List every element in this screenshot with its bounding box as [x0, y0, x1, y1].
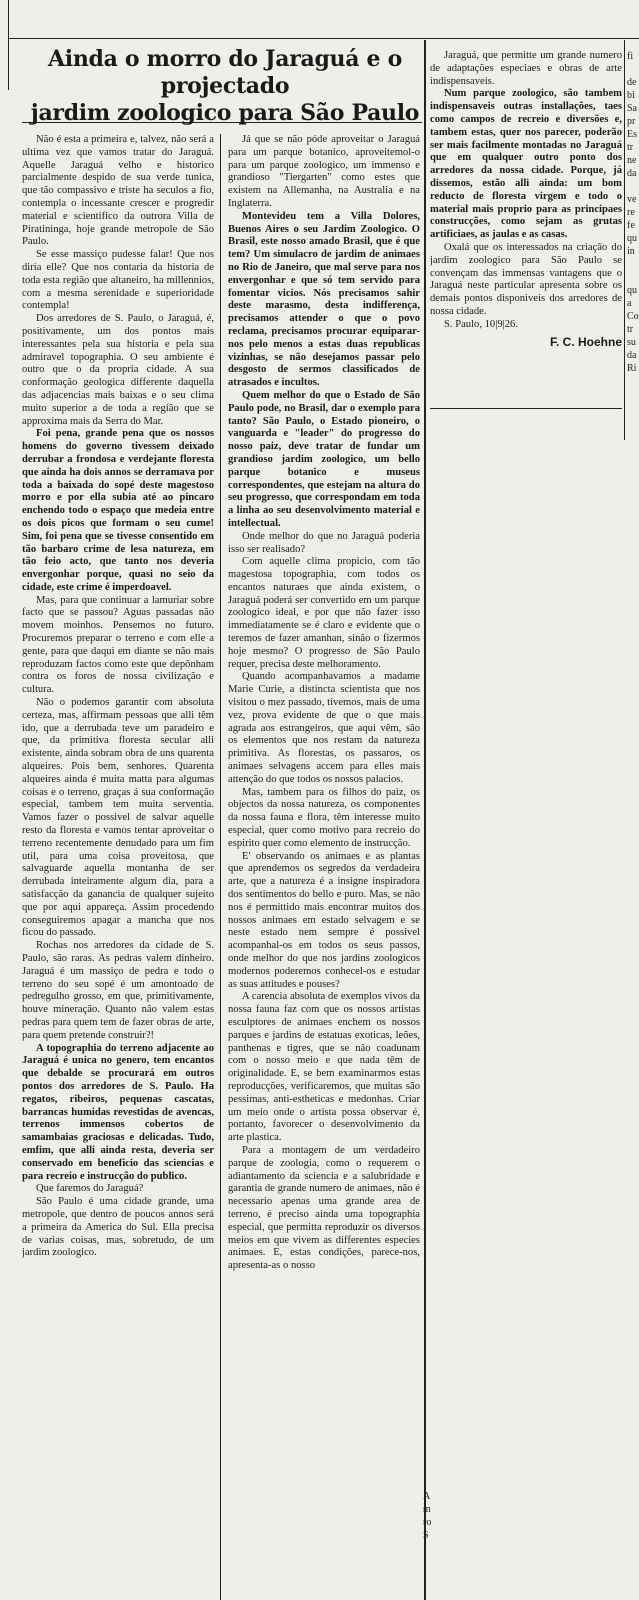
paragraph: Com aquelle clima propicio, com tão magestosa topographia, com todos os encantos naturaes que ainda existem, o Jaraguá poderá ser convertido em um parque zoologico ideal, e por que não fazer isso immediatamente se é claro e evidente que o teremos de fazer amanhan, sinão o fizermos hoje mesmo? O progresso de São Paulo requer, precisa deste melhoramento.: [228, 556, 420, 670]
column-rule-2: [424, 40, 426, 1600]
paragraph: Montevideu tem a Villa Dolores, Buenos Aires o seu Jardim Zoologico. O Brasil, este nosso amado Brasil, que é que tem? Um simulacro de jardim de animaes no Rio de Janeiro, que mal serve para nos envergonhar e que só tem servido para fomentar vicios. Nós precisamos sahir deste marasmo, desta indifferença, precisamos attender o que o povo reclama, precisamos procurar equiparar-nos pelo menos a estas duas republicas vizinhas, se não desejamos passar pelo desgosto de sermos classificados de atrasados e incultos.: [228, 210, 420, 389]
column-rule-left: [8, 0, 9, 90]
paragraph: Para a montagem de um verdadeiro parque de zoologia, como o requerem o adiantamento da sciencia e a salubridade e garantia de grande numero de animaes, não é necessario apenas uma grande area de terreno, é preciso ainda uma topographia especial, que permitta reproduzir os diversos meios em que vivem as differentes especies animaes. E, estas condições, parece-nos, apresenta-as o nosso: [228, 1144, 420, 1272]
paragraph: Que faremos do Jaraguá?: [36, 1183, 144, 1195]
paragraph: Jaraguá, que permitte um grande numero de adaptações especiaes e obras de arte indispensaveis.: [430, 50, 622, 87]
lower-article-fragment: A m ro S: [423, 1491, 432, 1541]
paragraph: Não o podemos garantir com absoluta certeza, mas, affirmam pessoas que alli têm ido, que a derrubada teve um paradeiro e que, da primitiva floresta secular alli existente, ainda sobram obra de uns quarenta alqueires. Pois bem, senhores. Quarenta alqueires ainda é muita matta para algumas coisas e o terreno, graças á sua conformação especial, tambem tem muita serventia. Vamos fazer o possivel de salvar aquelle resto da floresta e vamos tentar aproveitar o terreno recentemente denudado para um fim util, para uma coisa proveitosa, que salvaguarde aquella montanha de ser derrubada inteiramente algum dia, para a satisfacção da ganancia de qualquer sujeito que por aqui appareça. Assim procedendo conseguiremos apagar a mancha que nos ficou do passado.: [22, 697, 214, 939]
paragraph: A carencia absoluta de exemplos vivos da nossa fauna faz com que os nossos artistas esculptores de animaes enchem os nossos parques e jardins de estatuas exoticas, leões, panthenas e tigres, que se não coadunam com o nosso meio e que nada têm de originalidade. E, se bem examinarmos estas reproducções, verificaremos, que muitas são pessimas, anti-estheticas e medonhas. Criar um meio onde o artista possa observar é, portanto, favorecer o desenvolvimento da arte plastica.: [228, 991, 420, 1144]
column-rule-1: [220, 134, 221, 1600]
paragraph: Oxalá que os interessados na criação do jardim zoologico para São Paulo se convençam das immensas vantagens que o Jaraguá neste particular apresenta sobre os demais pontos disponiveis dos arredores de nossa cidade.: [430, 241, 622, 317]
paragraph: São Paulo é uma cidade grande, uma metropole, que dentro de poucos annos será a primeira da America do Sul. Ella precisa de varias coisas, mas, sobretudo, de um jardim zoologico.: [22, 1196, 214, 1259]
paragraph: Mas, tambem para os filhos do paiz, os objectos da nossa natureza, os componentes da nossa fauna e flora, têm interesse muito especial, quer como motivo para recreio do espirito quer como elemento de instrucção.: [228, 786, 420, 849]
article-headline: [26, 46, 424, 127]
article-column-3: [430, 50, 622, 410]
paragraph: Quando acompanhavamos a madame Marie Curie, a distincta scientista que nos visitou o mez passado, tivemos, mais de uma vez, prova evidente de que o que mais agrada aos estrangeiros, que aqui vêm, são os elementos que nos restam da natureza primitiva. As florestas, os passaros, os animaes selvagens accem para elles mais attenção do que todos os nossos palacios.: [228, 671, 420, 785]
article-column-1: [22, 134, 214, 1594]
column-rule-3: [624, 40, 625, 440]
paragraph: Mas, para que continuar a lamuriar sobre facto que se passou? Aguas passadas não movem moinhos. Pensemos no futuro. Procuremos preparar o terreno e com elle a gente, para que daqui em diante se não mais reproduzam factos como este que depõnham contra os foros de nossa civilização e cultura.: [22, 594, 214, 696]
paragraph: Quem melhor do que o Estado de São Paulo pode, no Brasil, dar o exemplo para tanto? São Paulo, o Estado pioneiro, o vanguarda e "leader" do progresso do nosso paiz, deve tratar de fundar um grandioso jardim zoologico, um bello parque botanico e museus correspondentes, que estejam na altura do seu progresso, que correspondam em toda a linha ao seu desenvolvimento material e intellectual.: [228, 389, 420, 529]
author-signature: F. C. Hoehne: [549, 334, 622, 349]
paragraph: Foi pena, grande pena que os nossos homens do governo tivessem deixado derrubar a frondosa e verdejante floresta que ainda ha dois annos se derramava por toda a baixada do sopé deste magestoso morro e por ella subia até ao pincaro enchendo todo o espaço que medeia entre os dois picos que formam o seu cume! Sim, foi pena que se tivesse consentido em tão barbaro crime de lesa natureza, em tão feio acto, que tanto nos deveria envergonhar porque, quasi no seio da cidade, este crime é imperdoavel.: [22, 428, 214, 593]
column-3-body: [430, 50, 622, 332]
paragraph: Se esse massiço pudesse falar! Que nos diria elle? Que nos contaria da historia de toda esta região que altaneiro, ha millennios, com a mesma serenidade e superioridade contempla!: [22, 249, 214, 312]
paragraph: Não é esta a primeira e, talvez, não será a ultima vez que vamos tratar do Jaraguá. Aquelle Jaraguá velho e historico parcialmente despido de sua verde tunica, que tão compassivo e triste ha seculos a fio, contempla o incessante crescer e progredir material e scientifico da outrora Villa de Piratininga, hoje grande metropole de São Paulo.: [22, 134, 214, 248]
adjacent-article-fragment: fi de bi Sa pr Es tr ne da ve re fe qu in qu a Co tr su da Ri: [627, 51, 639, 374]
paragraph: Num parque zoologico, são tambem indispensaveis outras installações, taes como campos de recreio e diversões e, tambem estas, quer nos parecer, poderão ser mais facilmente montadas no Jaraguá que em qualquer outro ponto dos arredores da nossa cidade. Porque, já dissemos, estão alli ainda: um bom reducto de floresta virgem e todo o material mais proprio para as principaes construcções, como sejam as grutas artificiaes, as jaulas e as casas.: [430, 88, 622, 241]
top-rule: [8, 38, 639, 39]
paragraph: Onde melhor do que no Jaraguá poderia isso ser realisado?: [228, 530, 420, 555]
paragraph: Rochas nos arredores da cidade de S. Paulo, são raras. As pedras valem dinheiro. Jaraguá é um massiço de pedra e todo o terreno do seu sopé é um amontoado de pedregulho grosso, em que, primitivamente, houve mineração. Quanto não valem estas pedras para quem tem de fazer obras de arte, para quem pretende construir?!: [22, 940, 214, 1041]
paragraph: Dos arredores de S. Paulo, o Jaraguá, é, positivamente, um dos pontos mais interessantes pela sua historia e pela sua admiravel topographia. O seu ambiente é outro que o da propria cidade. A sua conformação geologica differente daquella das adjacencias mais baixas e o seu clima muito superior a de toda a região que se approxima mais da Serra do Mar.: [22, 313, 214, 427]
headline-line-2: jardim zoologico para São Paulo: [30, 100, 420, 126]
headline-line-1: Ainda o morro do Jaraguá e o projectado: [48, 46, 402, 99]
paragraph: A topographia do terreno adjacente ao Jaraguá é unica no genero, tem encantos que debalde se procurará em outros pontos dos arredores de S. Paulo. Ha regatos, ribeiros, pequenas cascatas, barrancas humidas revestidas de avencas, terrenos immensos cobertos de samambaias graciosas e delicadas. Tudo, emfim, que alli ainda resta, deveria ser conservado em beneficio das sciencias e para recreio e instrucção do publico.: [22, 1042, 214, 1182]
article-column-2: [228, 134, 420, 1594]
paragraph: E' observando os animaes e as plantas que aprendemos os segredos da verdadeira arte, que a natureza é a insigne inspiradora dos sentimentos do bello e puro. Mas, se não nos é permittido mais encontrar muitos dos nossos animaes em estado selvagem e se neste estado nem sempre é possivel acompanhal-os em todos os seus passos, onde melhor do que nos jardins zoologicos modernos poderemos conhecel-os e estudar as suas attitudes e pouses?: [228, 850, 420, 990]
paragraph: Já que se não póde aproveitar o Jaraguá para um parque botanico, aproveitemol-o para um parque zoologico, um immenso e grandioso "Tiergarten" como estes que existem na Allemanha, na Australia e na Inglaterra.: [228, 134, 420, 209]
paragraph: S. Paulo, 10|9|26.: [444, 318, 518, 330]
